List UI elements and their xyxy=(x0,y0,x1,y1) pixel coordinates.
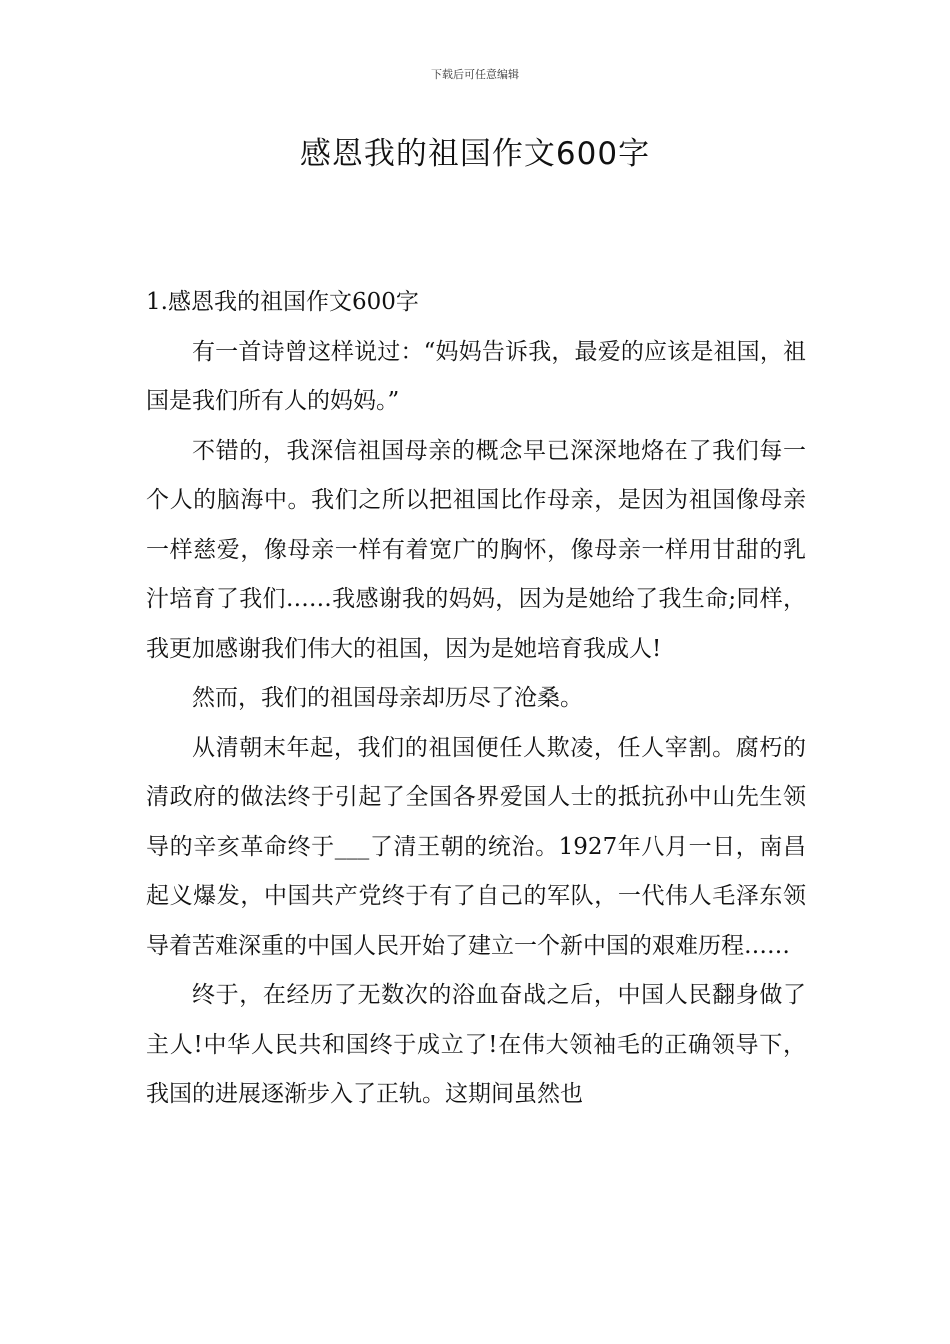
document-body xyxy=(146,278,806,1120)
header-note: 下载后可任意编辑 xyxy=(431,68,519,81)
paragraph: 有一首诗曾这样说过：“妈妈告诉我，最爱的应该是祖国，祖国是我们所有人的妈妈。” xyxy=(146,338,806,414)
section-heading: 1.感恩我的祖国作文600字 xyxy=(146,289,419,315)
paragraph: 不错的，我深信祖国母亲的概念早已深深地烙在了我们每一个人的脑海中。我们之所以把祖国比作母亲，是因为祖国像母亲一样慈爱，像母亲一样有着宽广的胸怀，像母亲一样用甘甜的乳汁培育了我们……我感谢我的妈妈，因为是她给了我生命;同样，我更加感谢我们伟大的祖国，因为是她培育我成人! xyxy=(146,437,806,662)
paragraph: 然而，我们的祖国母亲却历尽了沧桑。 xyxy=(192,685,583,711)
document-title: 感恩我的祖国作文600字 xyxy=(299,136,651,172)
paragraph: 终于，在经历了无数次的浴血奋战之后，中国人民翻身做了主人!中华人民共和国终于成立了!在伟大领袖毛的正确领导下，我国的进展逐渐步入了正轨。这期间虽然也 xyxy=(146,982,806,1107)
paragraph: 从清朝末年起，我们的祖国便任人欺凌，任人宰割。腐朽的清政府的做法终于引起了全国各界爱国人士的抵抗孙中山先生领导的辛亥革命终于___了清王朝的统治。1927年八月一日，南昌起义爆发，中国共产党终于有了自己的军队，一代伟人毛泽东领导着苦难深重的中国人民开始了建立一个新中国的艰难历程…… xyxy=(146,734,806,959)
